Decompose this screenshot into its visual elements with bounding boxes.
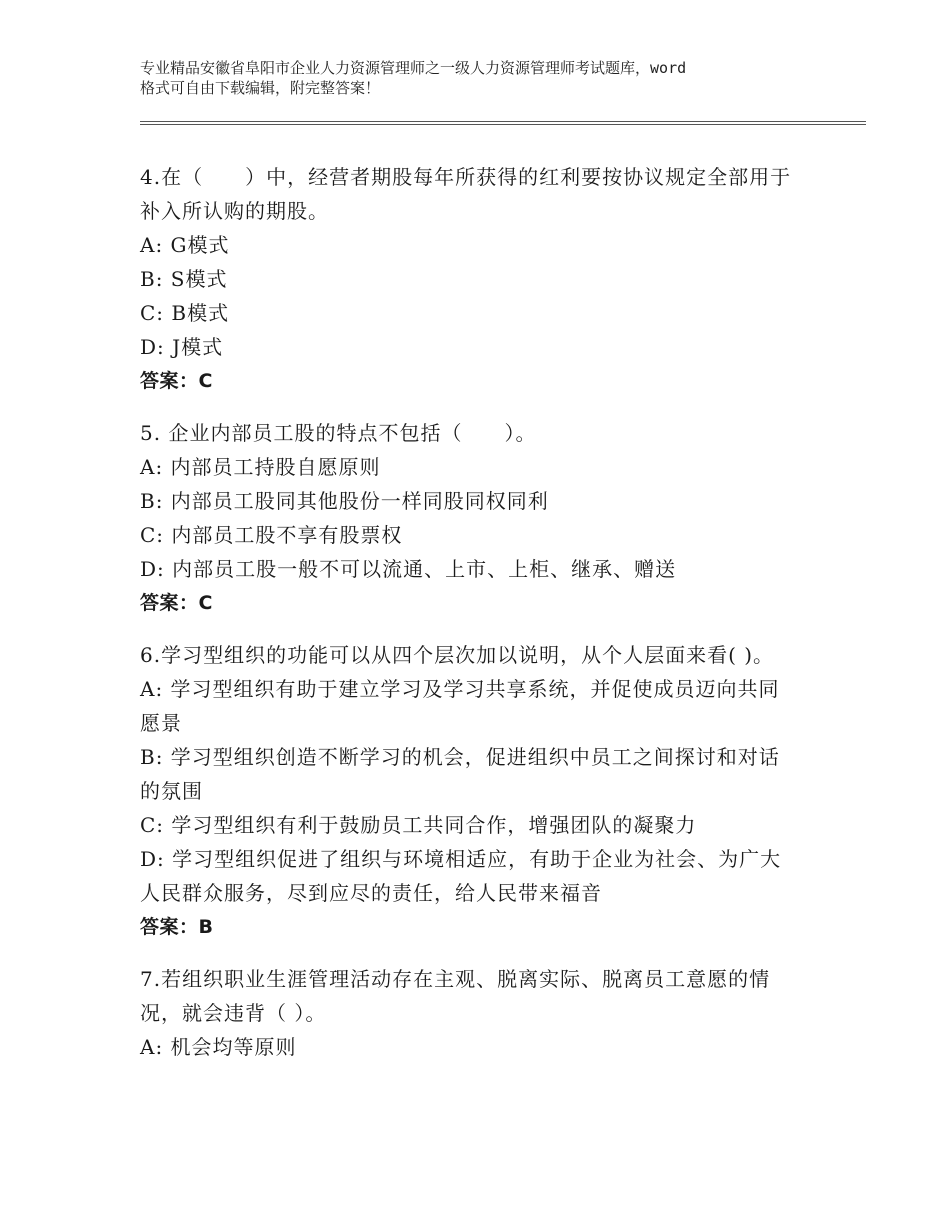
question-4 [140,160,840,398]
option-c: C: B模式 [140,301,230,325]
question-7 [140,962,840,1064]
header-line-1: 专业精品安徽省阜阳市企业人力资源管理师之一级人力资源管理师考试题库，word [140,59,687,77]
option-c: C: 内部员工股不享有股票权 [140,523,403,547]
question-6 [140,638,840,944]
option-a: A: 内部员工持股自愿原则 [140,455,381,479]
option-b-continued: 的氛围 [140,779,203,803]
option-d-continued: 人民群众服务，尽到应尽的责任，给人民带来福音 [140,881,602,905]
answer-label: 答案：C [140,592,213,614]
option-d: D: J模式 [140,335,224,359]
option-a: A: G模式 [140,233,230,257]
answer-label: 答案：C [140,370,213,392]
question-stem: 5. 企业内部员工股的特点不包括（ ）。 [140,421,537,445]
option-b: B: 学习型组织创造不断学习的机会，促进组织中员工之间探讨和对话 [140,745,780,769]
option-a: A: 学习型组织有助于建立学习及学习共享系统，并促使成员迈向共同 [140,677,780,701]
option-a: A: 机会均等原则 [140,1035,297,1059]
question-stem: 7.若组织职业生涯管理活动存在主观、脱离实际、脱离员工意愿的情 [140,967,771,991]
question-stem: 6.学习型组织的功能可以从四个层次加以说明，从个人层面来看( )。 [140,643,775,667]
question-stem: 补入所认购的期股。 [140,199,329,223]
question-list [140,160,840,1082]
header-divider-top [140,121,866,122]
option-d: D: 学习型组织促进了组织与环境相适应，有助于企业为社会、为广大 [140,847,782,871]
option-b: B: 内部员工股同其他股份一样同股同权同利 [140,489,549,513]
header-line-2: 格式可自由下载编辑，附完整答案！ [140,79,381,97]
question-5 [140,416,840,620]
option-b: B: S模式 [140,267,228,291]
option-a-continued: 愿景 [140,711,182,735]
document-header [140,58,830,98]
header-divider-bottom [140,124,866,125]
answer-label: 答案：B [140,916,214,938]
question-stem: 4.在（ ）中，经营者期股每年所获得的红利要按协议规定全部用于 [140,165,792,189]
question-stem: 况，就会违背（ ）。 [140,1001,327,1025]
option-c: C: 学习型组织有利于鼓励员工共同合作，增强团队的凝聚力 [140,813,697,837]
option-d: D: 内部员工股一般不可以流通、上市、上柜、继承、赠送 [140,557,677,581]
